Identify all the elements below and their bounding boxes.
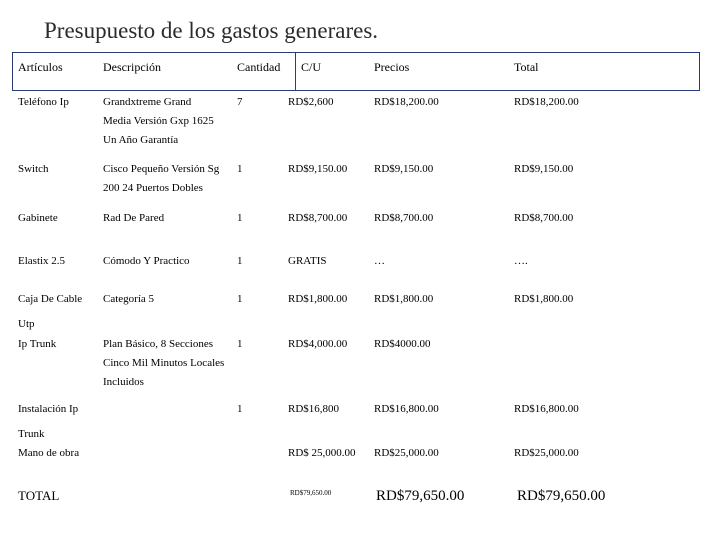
total-precios: RD$79,650.00 bbox=[376, 488, 465, 504]
row-cantidad: 1 bbox=[237, 163, 243, 175]
total-label: TOTAL bbox=[18, 488, 60, 503]
row-articulo: Utp bbox=[18, 318, 35, 330]
header-border-left bbox=[12, 52, 13, 91]
row-articulo: Caja De Cable bbox=[18, 293, 83, 305]
row-precios: RD$16,800.00 bbox=[374, 403, 439, 415]
row-precios: RD$9,150.00 bbox=[374, 163, 434, 175]
row-descripcion: 200 24 Puertos Dobles bbox=[103, 182, 203, 194]
row-precios: RD$18,200.00 bbox=[374, 96, 439, 108]
row-descripcion: Cómodo Y Practico bbox=[103, 255, 190, 267]
header-total: Total bbox=[514, 60, 539, 74]
row-descripcion: Un Año Garantía bbox=[103, 134, 179, 146]
header-border-top bbox=[12, 52, 700, 53]
row-articulo: Elastix 2.5 bbox=[18, 255, 66, 267]
header-cu: C/U bbox=[301, 60, 322, 74]
row-cu: RD$9,150.00 bbox=[288, 163, 348, 175]
row-cantidad: 7 bbox=[237, 96, 243, 108]
row-total: RD$9,150.00 bbox=[514, 163, 574, 175]
row-cantidad: 1 bbox=[237, 338, 243, 350]
row-articulo: Ip Trunk bbox=[18, 338, 57, 350]
row-cantidad: 1 bbox=[237, 212, 243, 224]
row-cu: RD$ 25,000.00 bbox=[288, 447, 356, 459]
row-total: RD$18,200.00 bbox=[514, 96, 579, 108]
row-total: RD$1,800.00 bbox=[514, 293, 574, 305]
header-cantidad: Cantidad bbox=[237, 60, 281, 74]
total-cu: RD$79,650.00 bbox=[290, 489, 332, 497]
row-cantidad: 1 bbox=[237, 255, 243, 267]
row-precios: RD$25,000.00 bbox=[374, 447, 439, 459]
header-articulos: Artículos bbox=[18, 60, 63, 74]
row-precios: RD$8,700.00 bbox=[374, 212, 434, 224]
row-descripcion: Plan Básico, 8 Secciones bbox=[103, 338, 213, 350]
row-total: RD$8,700.00 bbox=[514, 212, 574, 224]
row-descripcion: Rad De Pared bbox=[103, 212, 165, 224]
row-precios: RD$1,800.00 bbox=[374, 293, 434, 305]
row-total: RD$16,800.00 bbox=[514, 403, 579, 415]
row-cantidad: 1 bbox=[237, 293, 243, 305]
row-total: …. bbox=[514, 255, 528, 267]
row-precios: … bbox=[374, 255, 385, 267]
row-descripcion: Incluidos bbox=[103, 376, 144, 388]
row-articulo: Instalación Ip bbox=[18, 403, 79, 415]
row-articulo: Mano de obra bbox=[18, 447, 80, 459]
row-precios: RD$4000.00 bbox=[374, 338, 431, 350]
row-descripcion: Grandxtreme Grand bbox=[103, 96, 192, 108]
row-cantidad: 1 bbox=[237, 403, 243, 415]
row-articulo: Trunk bbox=[18, 428, 45, 440]
page-title: Presupuesto de los gastos generares. bbox=[44, 18, 379, 43]
row-descripcion: Categoría 5 bbox=[103, 293, 155, 305]
row-descripcion: Cinco Mil Minutos Locales bbox=[103, 357, 225, 369]
header-descripcion: Descripción bbox=[103, 60, 161, 74]
header-border-bottom bbox=[12, 90, 700, 91]
total-total: RD$79,650.00 bbox=[517, 488, 606, 504]
row-cu: RD$2,600 bbox=[288, 96, 334, 108]
row-articulo: Teléfono Ip bbox=[18, 96, 69, 108]
row-cu: RD$4,000.00 bbox=[288, 338, 348, 350]
row-cu: GRATIS bbox=[288, 255, 327, 267]
row-cu: RD$8,700.00 bbox=[288, 212, 348, 224]
row-cu: RD$1,800.00 bbox=[288, 293, 348, 305]
header-border-right bbox=[699, 52, 700, 91]
row-descripcion: Media Versión Gxp 1625 bbox=[103, 115, 214, 127]
row-total: RD$25,000.00 bbox=[514, 447, 579, 459]
header-divider bbox=[295, 52, 296, 91]
row-cu: RD$16,800 bbox=[288, 403, 340, 415]
row-articulo: Gabinete bbox=[18, 212, 58, 224]
header-precios: Precios bbox=[374, 60, 410, 74]
row-articulo: Switch bbox=[18, 163, 49, 175]
row-descripcion: Cisco Pequeño Versión Sg bbox=[103, 163, 220, 175]
